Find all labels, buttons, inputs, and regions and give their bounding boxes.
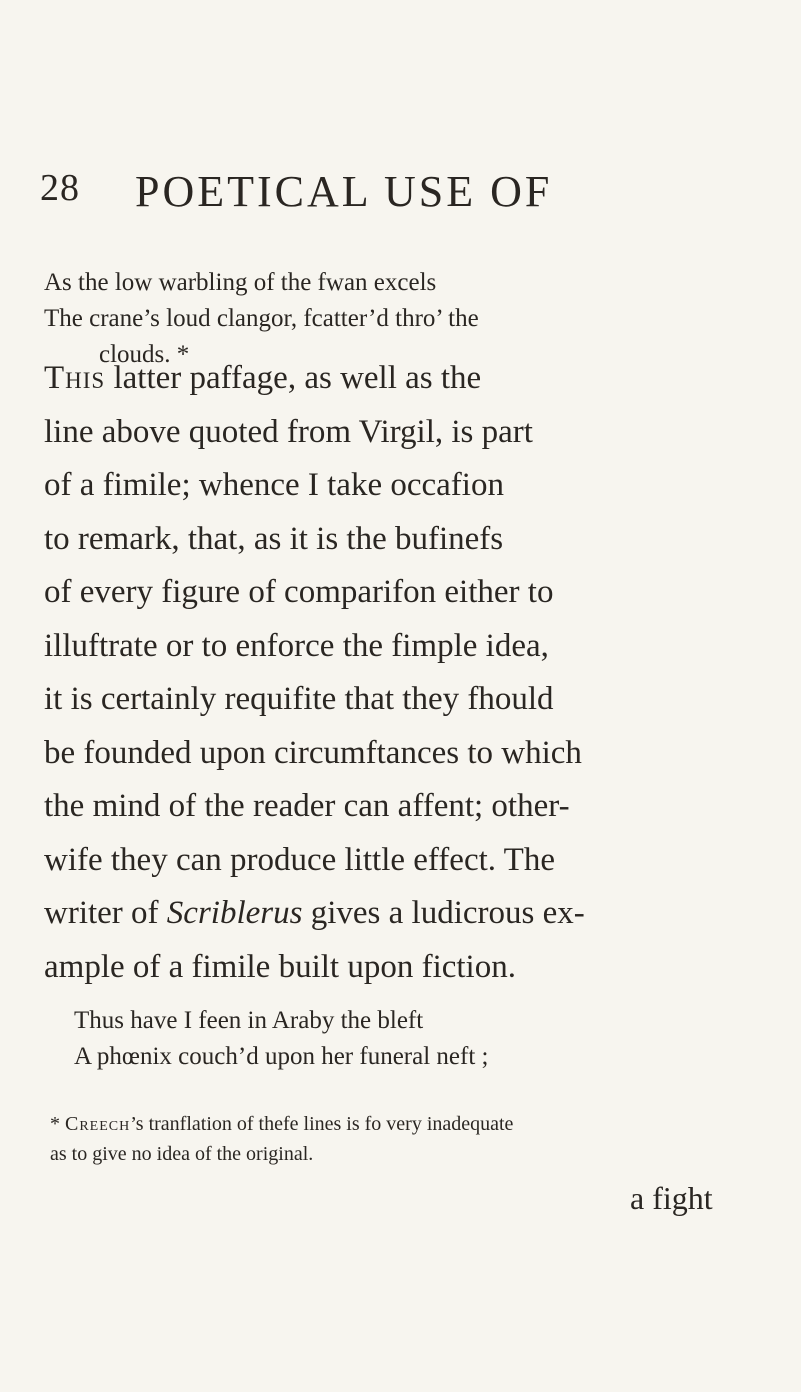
footnote-author: Creech [65,1113,131,1135]
paragraph-line: of a fimile; whence I take occafion [44,467,504,503]
paragraph-line: be founded upon circumftances to which [44,734,582,771]
paragraph-line: line above quoted from Virgil, is part [44,413,533,450]
footnote-text: ’s tranflation of thefe lines is fo very inadequate [130,1113,514,1135]
paragraph-line: of every figure of comparifon either to [44,574,554,610]
paragraph-line: illuftrate or to enforce the fimple idea, [44,627,549,664]
verse-line: Thus have I feen in Araby the bleft [74,1007,424,1034]
catchword: a fight [630,1180,713,1216]
paragraph-line [44,352,756,406]
paragraph-line: to remark, that, as it is the bufinefs [44,520,504,557]
quote-line: As the low warbling of the fwan excels [44,269,437,296]
scriblerus-verse [74,1003,754,1075]
paragraph-line: wife they can produce little effect. The [44,841,555,878]
paragraph-opening-word: This [44,360,106,396]
scriblerus-title: Scriblerus [166,895,303,931]
quote-line: clouds. * [99,341,190,368]
footnote-line [50,1109,760,1139]
footnote-line: as to give no idea of the original. [50,1143,314,1165]
quote-line: The crane’s loud clangor, fcatter’d thro’ the [44,305,479,332]
paragraph-line: ample of a fimile built upon fiction. [44,948,516,985]
paragraph-line-text: latter paffage, as well as the [105,360,482,396]
footnote [50,1109,760,1169]
page-number: 28 [40,167,80,209]
footnote-marker: * [50,1113,65,1135]
running-head: POETICAL USE OF [135,167,553,216]
paragraph-line [44,887,756,941]
paragraph-line-text: gives a ludicrous ex- [302,895,585,931]
paragraph-line: the mind of the reader can affent; other- [44,788,570,824]
verse-line: A phœnix couch’d upon her funeral neft ; [74,1043,489,1070]
paragraph-line: it is certainly requifite that they fhould [44,681,554,717]
page-header [40,166,680,226]
body-paragraph [44,352,756,994]
paragraph-line-text: writer of [44,895,167,931]
